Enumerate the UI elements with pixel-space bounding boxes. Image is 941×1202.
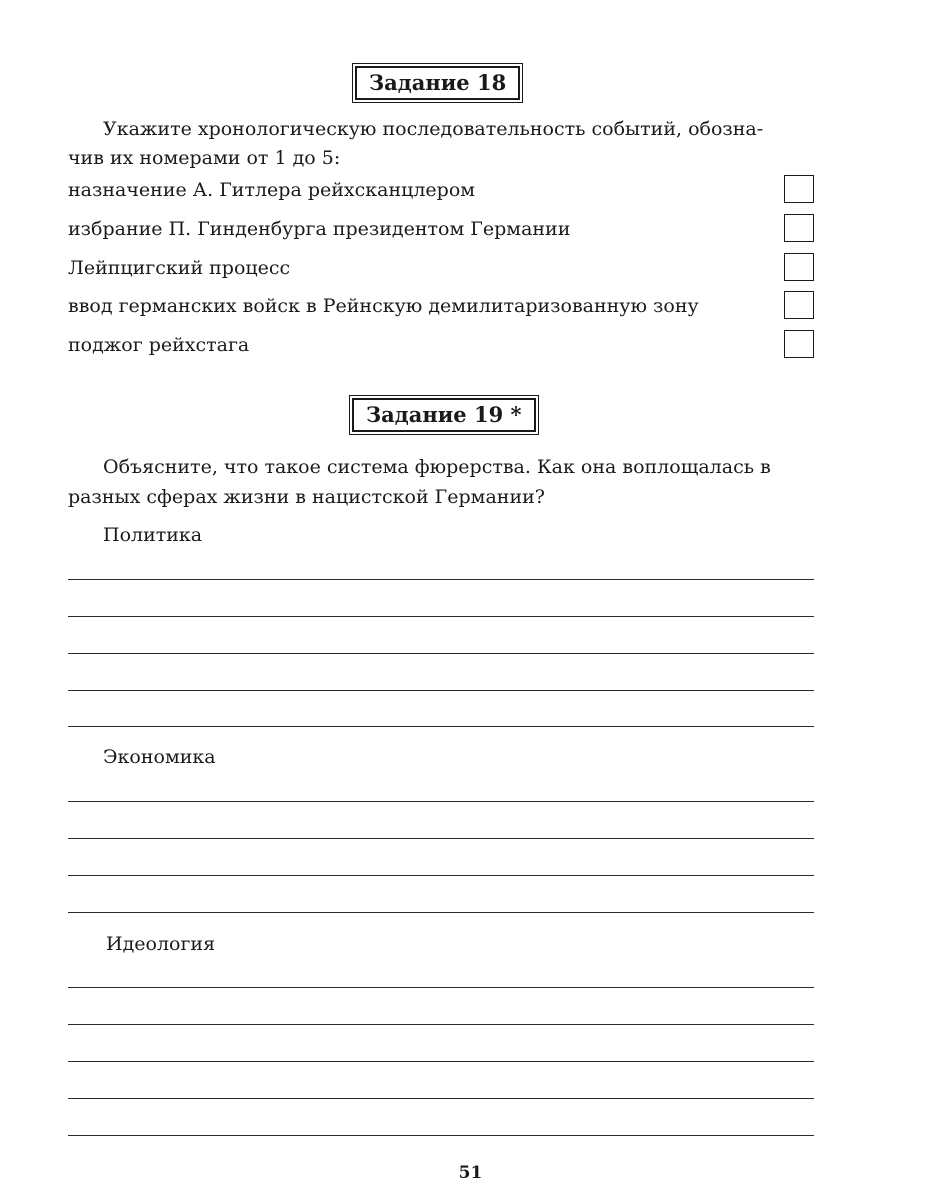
answer-line[interactable] [68, 616, 814, 617]
answer-box[interactable] [784, 253, 814, 281]
answer-line[interactable] [68, 1098, 814, 1099]
page-number: 51 [458, 1163, 483, 1183]
answer-line[interactable] [68, 912, 814, 913]
event-label: назначение А. Гитлера рейхсканцлером [68, 179, 476, 201]
answer-line[interactable] [68, 1061, 814, 1062]
event-row [68, 329, 814, 361]
task-19-question-line-1: Объясните, что такое система фюрерства. Как она воплощалась в [103, 456, 771, 478]
task-18-instruction-line-2: чив их номерами от 1 до 5: [68, 147, 341, 169]
answer-box[interactable] [784, 291, 814, 319]
event-row [68, 174, 814, 206]
event-label: ввод германских войск в Рейнскую демилитаризованную зону [68, 295, 699, 317]
answer-box[interactable] [784, 330, 814, 358]
task-18-instruction-line-1: Укажите хронологическую последовательность событий, обозна- [103, 118, 764, 140]
answer-line[interactable] [68, 1024, 814, 1025]
answer-box[interactable] [784, 175, 814, 203]
answer-line[interactable] [68, 726, 814, 727]
task-19-title: Задание 19 * [352, 398, 536, 432]
event-row [68, 252, 814, 284]
answer-line[interactable] [68, 1135, 814, 1136]
task-18-title: Задание 18 [355, 66, 520, 100]
answer-box[interactable] [784, 214, 814, 242]
event-label: Лейпцигский процесс [68, 257, 291, 279]
answer-line[interactable] [68, 653, 814, 654]
event-row [68, 290, 814, 322]
event-label: поджог рейхстага [68, 334, 250, 356]
section-label-ideology: Идеология [106, 933, 216, 955]
answer-line[interactable] [68, 690, 814, 691]
answer-line[interactable] [68, 801, 814, 802]
answer-line[interactable] [68, 987, 814, 988]
event-row [68, 213, 814, 245]
section-label-politics: Политика [103, 524, 203, 546]
event-label: избрание П. Гинденбурга президентом Германии [68, 218, 571, 240]
answer-line[interactable] [68, 875, 814, 876]
task-19-question-line-2: разных сферах жизни в нацистской Германии? [68, 486, 545, 508]
answer-line[interactable] [68, 838, 814, 839]
answer-line[interactable] [68, 579, 814, 580]
section-label-economy: Экономика [103, 746, 216, 768]
